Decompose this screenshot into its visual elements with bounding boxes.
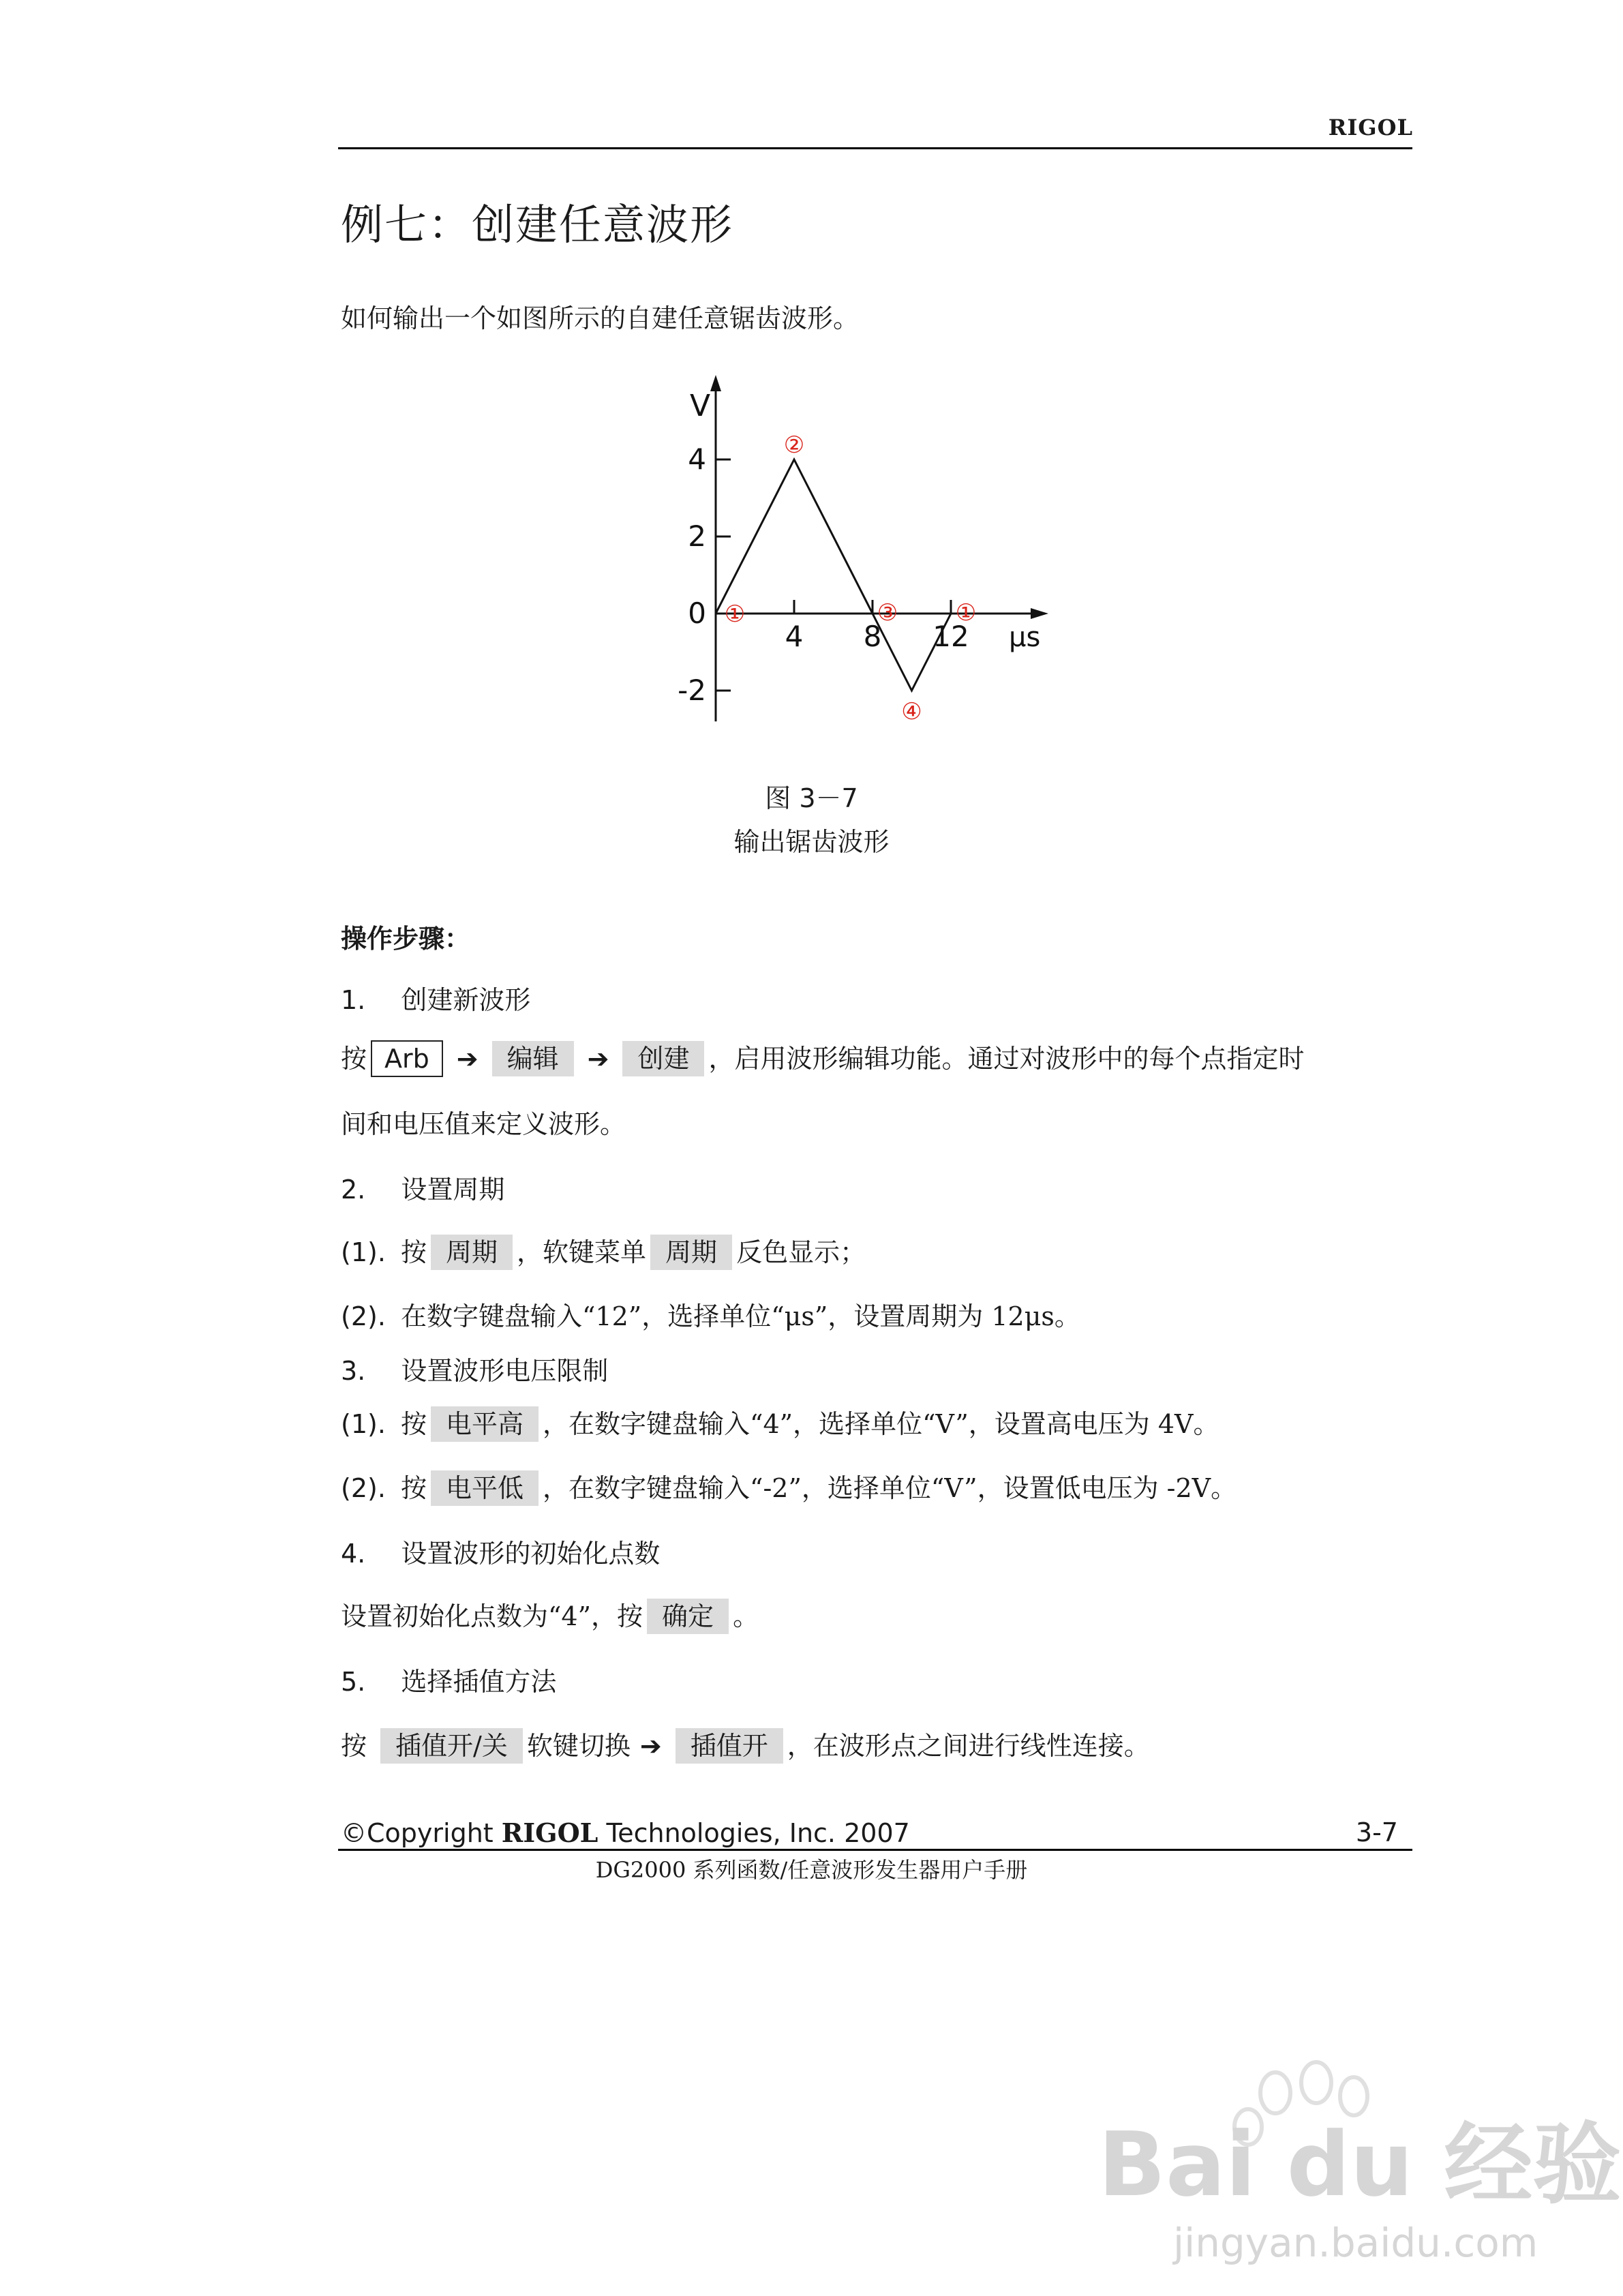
item-text: 反色显示； [736, 1237, 866, 1267]
item-text: 设置初始化点数为“4”，按 [341, 1601, 643, 1631]
interp-on-softkey: 插值开 [676, 1728, 783, 1764]
item-text: ，软键菜单 [517, 1237, 647, 1267]
step-5-heading [341, 1661, 556, 1698]
manual-title: DG2000 系列函数/任意波形发生器用户手册 [595, 1857, 1028, 1883]
x-tick-label: 4 [785, 620, 804, 653]
step-title: 创建新波形 [401, 985, 531, 1015]
press-label: 按 [401, 1473, 427, 1503]
figure-caption-text: 输出锯齿波形 [733, 827, 890, 857]
steps-heading: 操作步骤： [341, 923, 471, 954]
item-text: ，在数字键盘输入“4”，选择单位“V”，设置高电压为 4V。 [543, 1409, 1219, 1439]
item-text: 。 [733, 1601, 759, 1631]
step-number: 1. [341, 985, 366, 1015]
step-4-line [341, 1595, 759, 1634]
chart-axes [710, 375, 1048, 721]
y-tick-label: 4 [688, 442, 706, 476]
watermark-logo: Bai du 经验 [1098, 2113, 1622, 2216]
point-marker-label: ③ [877, 599, 898, 626]
baidu-watermark [1091, 2045, 1622, 2270]
copyright-suffix: Technologies, Inc. 2007 [598, 1818, 910, 1848]
press-label: 按 [401, 1409, 427, 1439]
header-rule [338, 147, 1412, 149]
step-text: ，启用波形编辑功能。通过对波形中的每个点指定时 [708, 1044, 1305, 1074]
item-number: (1). [341, 1409, 386, 1439]
low-level-key: 电平低 [431, 1470, 539, 1506]
point-marker-label: ② [783, 432, 805, 459]
intro-text: 如何输出一个如图所示的自建任意锯齿波形。 [341, 303, 860, 333]
waveform-line [716, 459, 951, 691]
interp-toggle-softkey: 插值开/关 [380, 1728, 523, 1764]
step-1-line-1 [341, 1038, 1305, 1077]
item-text: ，在数字键盘输入“-2”，选择单位“V”，设置低电压为 -2V。 [543, 1473, 1237, 1503]
step-3-item-2 [341, 1467, 1237, 1506]
item-text: 软键切换 [526, 1731, 631, 1761]
item-text: 在数字键盘输入“12”，选择单位“μs”，设置周期为 12μs。 [401, 1301, 1080, 1331]
item-number: (2). [341, 1473, 386, 1503]
y-tick-label: 0 [688, 596, 706, 630]
step-1-line-2: 间和电压值来定义波形。 [341, 1109, 626, 1139]
edit-softkey: 编辑 [492, 1041, 574, 1076]
header-brand: RIGOL [1328, 115, 1413, 140]
step-1-heading [341, 979, 530, 1016]
x-tick-label: 12 [932, 620, 969, 653]
step-title: 选择插值方法 [401, 1667, 557, 1697]
arb-key: Arb [371, 1040, 443, 1077]
page-number: 3-7 [1355, 1817, 1398, 1847]
ok-softkey: 确定 [647, 1599, 729, 1634]
sawtooth-chart [654, 368, 1077, 750]
step-2-item-2 [341, 1295, 1080, 1333]
step-title: 设置周期 [401, 1175, 505, 1205]
y-tick-label: -2 [678, 674, 706, 707]
step-title: 设置波形电压限制 [401, 1356, 609, 1386]
item-number: (1). [341, 1237, 386, 1267]
step-3-item-1 [341, 1403, 1219, 1442]
item-number: (2). [341, 1301, 386, 1331]
copyright [341, 1817, 910, 1848]
create-softkey: 创建 [622, 1041, 704, 1076]
x-axis-arrow-icon [1031, 608, 1048, 619]
copyright-brand: RIGOL [501, 1817, 598, 1848]
step-2-heading [341, 1168, 504, 1206]
x-tick-label: 8 [863, 620, 882, 653]
y-axis-label: V [690, 389, 711, 423]
period-key: 周期 [431, 1235, 513, 1270]
footer-rule [338, 1849, 1412, 1851]
point-marker-label: ① [955, 599, 977, 626]
press-label: 按 [401, 1237, 427, 1267]
step-title: 设置波形的初始化点数 [401, 1539, 661, 1569]
y-axis-arrow-icon [710, 375, 721, 391]
figure-caption-number: 图 3－7 [765, 783, 858, 813]
step-5-line [341, 1725, 1150, 1764]
step-3-heading [341, 1350, 608, 1387]
high-level-key: 电平高 [431, 1406, 539, 1442]
step-number: 3. [341, 1356, 366, 1386]
press-label: 按 [341, 1044, 367, 1074]
step-number: 2. [341, 1175, 366, 1205]
x-axis-label: μs [1009, 622, 1041, 653]
period-softkey: 周期 [650, 1235, 732, 1270]
arrow-right-icon: ➔ [456, 1044, 479, 1074]
step-4-heading [341, 1532, 660, 1570]
y-tick-label: 2 [688, 519, 706, 553]
point-marker-label: ④ [901, 698, 922, 725]
point-marker-label: ① [724, 601, 746, 628]
step-number: 4. [341, 1539, 366, 1569]
watermark-url: jingyan.baidu.com [1173, 2220, 1538, 2266]
step-2-item-1 [341, 1231, 866, 1270]
step-number: 5. [341, 1667, 366, 1697]
arrow-right-icon: ➔ [639, 1731, 662, 1761]
press-label: 按 [341, 1731, 367, 1761]
copyright-prefix: ©Copyright [341, 1818, 502, 1848]
item-text: ，在波形点之间进行线性连接。 [787, 1731, 1150, 1761]
page-title: 例七：创建任意波形 [341, 200, 734, 250]
arrow-right-icon: ➔ [587, 1044, 609, 1074]
